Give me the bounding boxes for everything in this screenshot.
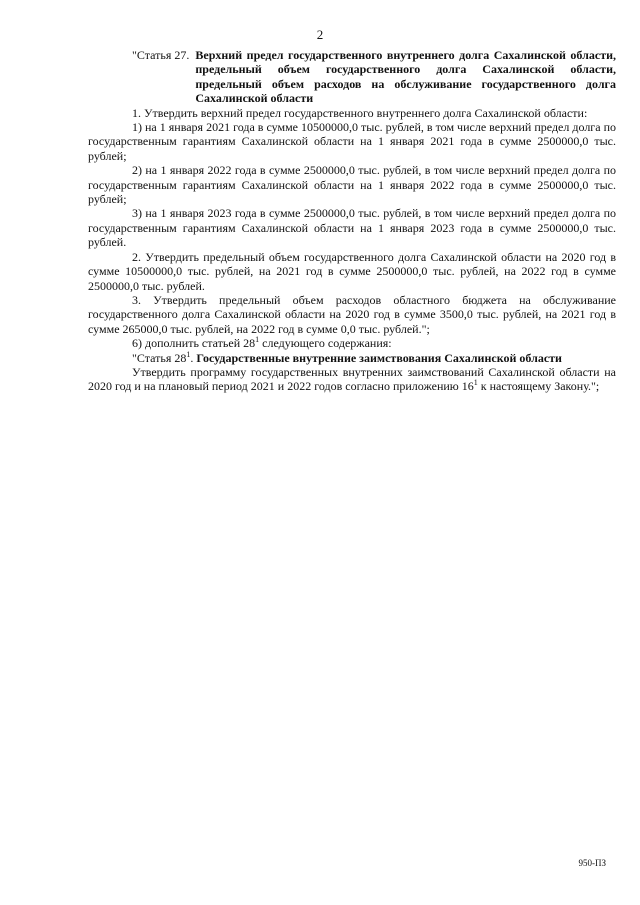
article-27-title: Верхний предел государственного внутреннего долга Сахалинской области, предельный объем государственного долга Сахалинской области, предельный объем расходов на обслуживание государственного долга Сахалинской области <box>195 48 616 106</box>
paragraph: 3. Утвердить предельный объем расходов областного бюджета на обслуживание государственного долга Сахалинской области на 2020 год в сумме 3500,0 тыс. рублей, на 2021 год в сумме 265000,0 тыс. рублей, на 2022 год в сумме 0,0 тыс. рублей."; <box>88 292 616 336</box>
paragraph: 1) на 1 января 2021 года в сумме 10500000,0 тыс. рублей, в том числе верхний предел долга по государственным гарантиям Сахалинской области на 1 января 2021 года в сумме 2500000,0 тыс. рублей; <box>88 120 616 163</box>
item-6: 6) дополнить статьей $28^1$ следующего содержания: <box>132 335 392 351</box>
article-27-heading <box>88 48 616 106</box>
paragraph: 2) на 1 января 2022 года в сумме 2500000,0 тыс. рублей, в том числе верхний предел долга по государственным гарантиям Сахалинской области на 1 января 2022 года в сумме 2500000,0 тыс. рублей; <box>88 163 616 207</box>
article-28-title: Государственные внутренние заимствования Сахалинской области <box>196 350 562 365</box>
paragraph: 2. Утвердить предельный объем государственного долга Сахалинской области на 2020 год в сумме 10500000,0 тыс. рублей, на 2021 год в сумме 2500000,0 тыс. рублей, на 2022 год в сумме 2500000,0 тыс. рублей. <box>88 249 616 293</box>
document-code: 950-ПЗ <box>578 858 606 868</box>
document-body <box>88 48 616 394</box>
article-27-lead: "Статья 27. <box>132 48 190 62</box>
program-paragraph: Утвердить программу государственных внутренних заимствований Сахалинской области на 2020 год и на плановый период 2021 и 2022 годов согласно приложению $16^1$ к настоящему Закону."; <box>88 364 616 394</box>
article-28-heading: "Статья $28^1$. Государственные внутренние заимствования Сахалинской области <box>132 349 562 365</box>
page-number: 2 <box>316 27 324 42</box>
paragraph: 1. Утвердить верхний предел государственного внутреннего долга Сахалинской области: <box>132 105 588 120</box>
paragraph: 3) на 1 января 2023 года в сумме 2500000,0 тыс. рублей, в том числе верхний предел долга по государственным гарантиям Сахалинской области на 1 января 2023 года в сумме 2500000,0 тыс. рублей. <box>88 206 616 250</box>
